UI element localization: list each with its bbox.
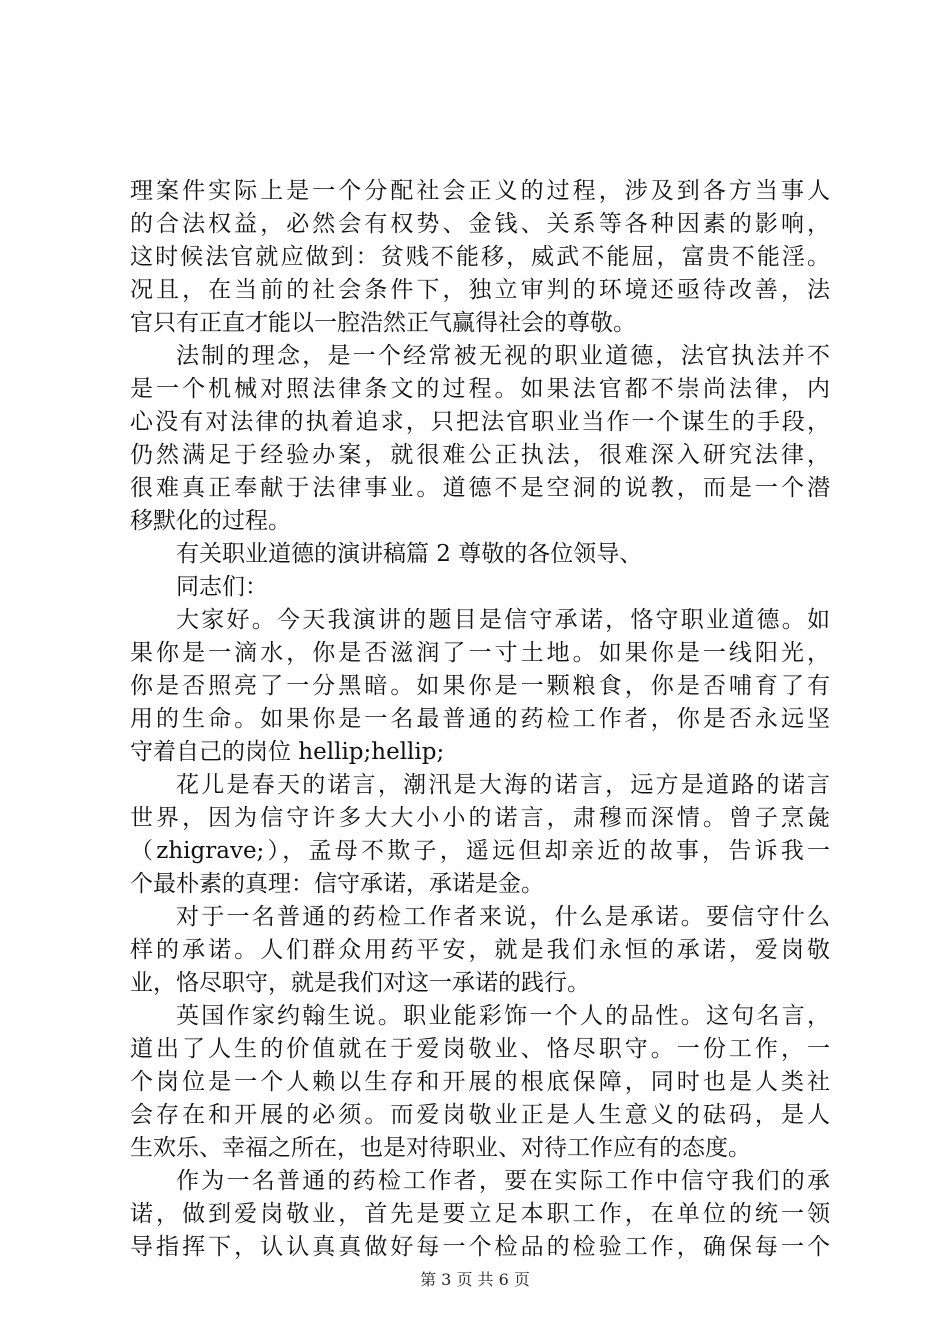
text-line: 会存在和开展的必须。而爱岗敬业正是人生意义的砝码，是人 <box>130 1102 830 1128</box>
text-line: 你是否照亮了一分黑暗。如果你是一颗粮食，你是否哺育了有 <box>130 673 830 699</box>
text-line: 况且，在当前的社会条件下，独立审判的环境还亟待改善，法 <box>130 277 830 303</box>
text-line: 个最朴素的真理：信守承诺，承诺是金。 <box>130 871 544 897</box>
text-line: 道出了人生的价值就在于爱岗敬业、恪尽职守。一份工作，一 <box>130 1036 830 1062</box>
text-line: 移默化的过程。 <box>130 508 291 534</box>
text-line: 对于一名普通的药检工作者来说，什么是承诺。要信守什么 <box>176 904 830 930</box>
text-line: 仍然满足于经验办案，就很难公正执法，很难深入研究法律， <box>130 442 830 468</box>
text-line: 果你是一滴水，你是否滋润了一寸土地。如果你是一线阳光， <box>130 640 830 666</box>
text-line: 世界，因为信守许多大大小小的诺言，肃穆而深情。曾子烹彘 <box>130 805 830 831</box>
text-line: 心没有对法律的执着追求，只把法官职业当作一个谋生的手段， <box>130 409 830 435</box>
text-line: 诺，做到爱岗敬业，首先是要立足本职工作，在单位的统一领 <box>130 1201 830 1227</box>
text-line: 导指挥下，认认真真做好每一个检品的检验工作，确保每一个 <box>130 1234 830 1260</box>
text-line: 同志们： <box>176 574 268 600</box>
page-footer: 第 3 页 共 6 页 <box>420 1270 530 1289</box>
text-line: 作为一名普通的药检工作者，要在实际工作中信守我们的承 <box>176 1168 830 1194</box>
text-line: 样的承诺。人们群众用药平安，就是我们永恒的承诺，爱岗敬 <box>130 937 830 963</box>
text-line: 很难真正奉献于法律事业。道德不是空洞的说教，而是一个潜 <box>130 475 830 501</box>
text-line: 是一个机械对照法律条文的过程。如果法官都不崇尚法律，内 <box>130 376 830 402</box>
text-line: 个岗位是一个人赖以生存和开展的根底保障，同时也是人类社 <box>130 1069 830 1095</box>
text-line: 大家好。今天我演讲的题目是信守承诺，恪守职业道德。如 <box>176 607 830 633</box>
document-body <box>130 175 830 1264</box>
text-line: （zhigrave;），孟母不欺子，遥远但却亲近的故事，告诉我一 <box>130 838 830 864</box>
text-line: 花儿是春天的诺言，潮汛是大海的诺言，远方是道路的诺言 <box>176 772 830 798</box>
text-line: 生欢乐、幸福之所在，也是对待职业、对待工作应有的态度。 <box>130 1135 751 1161</box>
text-line: 的合法权益，必然会有权势、金钱、关系等各种因素的影响， <box>130 211 830 237</box>
text-line: 理案件实际上是一个分配社会正义的过程，涉及到各方当事人 <box>130 178 830 204</box>
text-line: 业，恪尽职守，就是我们对这一承诺的践行。 <box>130 970 590 996</box>
text-line: 英国作家约翰生说。职业能彩饰一个人的品性。这句名言， <box>176 1003 830 1029</box>
text-line: 这时候法官就应做到：贫贱不能移，威武不能屈，富贵不能淫。 <box>130 244 830 270</box>
text-line: 官只有正直才能以一腔浩然正气赢得社会的尊敬。 <box>130 310 636 336</box>
text-line: 有关职业道德的演讲稿篇 2 尊敬的各位领导、 <box>176 541 643 567</box>
text-line: 守着自己的岗位 hellip;hellip; <box>130 739 445 765</box>
text-line: 法制的理念，是一个经常被无视的职业道德，法官执法并不 <box>176 343 830 369</box>
text-line: 用的生命。如果你是一名最普通的药检工作者，你是否永远坚 <box>130 706 830 732</box>
